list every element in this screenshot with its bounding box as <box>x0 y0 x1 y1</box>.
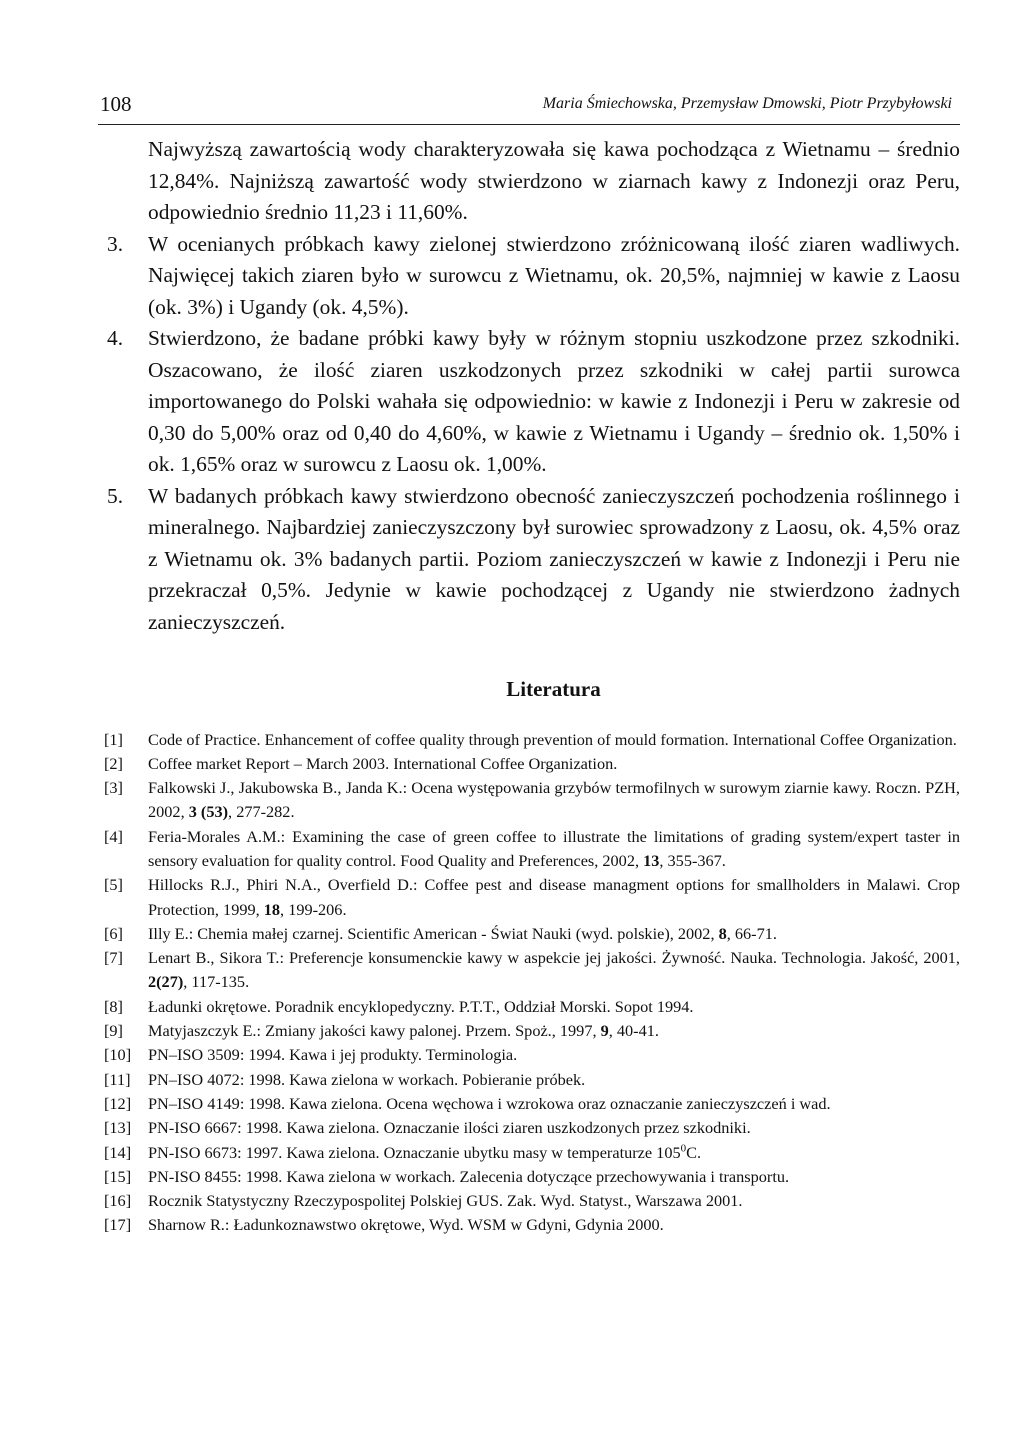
reference-item <box>104 1189 960 1213</box>
page-header <box>98 92 960 125</box>
reference-pages: , 117-135. <box>183 972 250 992</box>
reference-text-end: C. <box>686 1142 702 1162</box>
reference-text: Ładunki okrętowe. Poradnik encyklopedyczny. P.T.T., Oddział Morski. Sopot 1994. <box>148 996 694 1016</box>
reference-item <box>104 1141 960 1165</box>
item-number: 5. <box>107 483 124 508</box>
reference-text: Sharnow R.: Ładunkoznawstwo okrętowe, Wyd. WSM w Gdyni, Gdynia 2000. <box>148 1215 664 1235</box>
reference-text: PN-ISO 8455: 1998. Kawa zielona w workach. Zalecenia dotyczące przechowywania i transportu. <box>148 1166 790 1186</box>
reference-number: [4] <box>104 826 123 846</box>
reference-pages: , 277-282. <box>228 802 295 822</box>
reference-item <box>104 1213 960 1237</box>
reference-volume: 13 <box>643 850 660 870</box>
reference-text: Code of Practice. Enhancement of coffee quality through prevention of mould formation. International Coffee Organization. <box>148 729 957 749</box>
reference-number: [5] <box>104 875 123 895</box>
reference-number: [14] <box>104 1142 132 1162</box>
reference-item <box>104 922 960 946</box>
reference-volume: 18 <box>263 899 281 919</box>
reference-text: Falkowski J., Jakubowska B., Janda K.: Ocena występowania grzybów termofilnych w surowym ziarnie kawy. Roczn. PZH, 2002, <box>148 778 960 822</box>
reference-text: PN–ISO 3509: 1994. Kawa i jej produkty. Terminologia. <box>148 1045 518 1065</box>
reference-pages: , 66-71. <box>726 923 777 943</box>
reference-text: Illy E.: Chemia małej czarnej. Scientific American - Świat Nauki (wyd. polskie), 2002, <box>148 923 719 943</box>
reference-text: PN-ISO 6667: 1998. Kawa zielona. Oznaczanie ilości ziaren uszkodzonych przez szkodniki. <box>148 1118 751 1138</box>
reference-text: Lenart B., Sikora T.: Preferencje konsumenckie kawy w aspekcie jej jakości. Żywność. Nauka. Technologia. Jakość, 2001, <box>148 948 960 968</box>
reference-item <box>104 776 960 825</box>
item-number: 4. <box>107 326 124 350</box>
reference-volume: 8 <box>718 923 727 943</box>
reference-text: Coffee market Report – March 2003. International Coffee Organization. <box>148 753 618 773</box>
reference-number: [16] <box>104 1191 132 1211</box>
reference-item <box>104 995 960 1019</box>
reference-volume: 2(27) <box>148 972 184 992</box>
reference-number: [6] <box>104 923 123 943</box>
reference-number: [1] <box>104 729 123 749</box>
reference-number: [8] <box>104 996 123 1016</box>
reference-item <box>104 1165 960 1189</box>
reference-pages: , 199-206. <box>280 899 347 919</box>
reference-item <box>104 873 960 922</box>
reference-number: [13] <box>104 1118 132 1138</box>
reference-number: [17] <box>104 1215 132 1235</box>
reference-item <box>104 1043 960 1067</box>
item-text: W badanych próbkach kawy stwierdzono obecność zanieczyszczeń pochodzenia roślinnego i mineralnego. Najbardziej zanieczyszczony był surowiec sprowadzony z Laosu, ok. 4,5% oraz z Wietnamu ok. 3% badanych partii. Poziom zanieczyszczeń w kawie z Indonezji i Peru nie przekraczał 0,5%. Jedynie w kawie pochodzącej z Ugandy nie stwierdzono żadnych zanieczyszczeń. <box>148 483 960 634</box>
item-number: 3. <box>107 231 124 256</box>
conclusion-item <box>107 323 960 481</box>
reference-pages: , 40-41. <box>608 1021 659 1041</box>
reference-text: PN-ISO 6673: 1997. Kawa zielona. Oznaczanie ubytku masy w temperaturze 105 <box>148 1142 681 1162</box>
literature-heading: Literatura <box>506 677 601 701</box>
reference-number: [9] <box>104 1021 123 1041</box>
reference-number: [11] <box>104 1069 131 1089</box>
reference-text: Feria-Morales A.M.: Examining the case of green coffee to illustrate the limitations of grading system/expert taster in sensory evaluation for quality control. Food Quality and Preferences, 2002, <box>148 826 960 870</box>
reference-list <box>104 728 960 1238</box>
reference-number: [12] <box>104 1093 132 1113</box>
reference-pages: , 355-367. <box>659 850 726 870</box>
reference-number: [2] <box>104 753 123 773</box>
reference-volume: 9 <box>600 1021 609 1041</box>
conclusion-continuation: Najwyższą zawartością wody charakteryzowała się kawa pochodząca z Wietnamu – średnio 12,84%. Najniższą zawartość wody stwierdzono w ziarnach kawy z Indonezji oraz Peru, odpowiednio średnio 11,23 i 11,60%. <box>148 137 960 224</box>
reference-number: [7] <box>104 948 123 968</box>
conclusion-item <box>107 481 960 639</box>
reference-item <box>104 1068 960 1092</box>
reference-number: [15] <box>104 1166 132 1186</box>
reference-volume: 3 (53) <box>188 802 229 822</box>
reference-item <box>104 752 960 776</box>
superscript: 0 <box>680 1142 687 1155</box>
reference-number: [3] <box>104 778 123 798</box>
reference-item <box>104 728 960 752</box>
reference-text: Rocznik Statystyczny Rzeczypospolitej Polskiej GUS. Zak. Wyd. Statyst., Warszawa 2001. <box>148 1191 743 1211</box>
reference-item <box>104 1116 960 1140</box>
reference-item <box>104 946 960 995</box>
reference-text: Hillocks R.J., Phiri N.A., Overfield D.: Coffee pest and disease managment options for smallholders in Malawi. Crop Protection, 1999, <box>148 875 960 919</box>
reference-item <box>104 1019 960 1043</box>
article-body <box>104 134 960 1238</box>
reference-item <box>104 1092 960 1116</box>
reference-number: [10] <box>104 1045 132 1065</box>
item-text: W ocenianych próbkach kawy zielonej stwierdzono zróżnicowaną ilość ziaren wadliwych. Najwięcej takich ziaren było w surowcu z Wietnamu, ok. 20,5%, najmniej w kawie z Laosu (ok. 3%) i Ugandy (ok. 4,5%). <box>148 231 960 319</box>
reference-text: Matyjaszczyk E.: Zmiany jakości kawy palonej. Przem. Spoż., 1997, <box>148 1021 601 1041</box>
running-head: Maria Śmiechowska, Przemysław Dmowski, Piotr Przybyłowski <box>542 95 952 112</box>
item-text: Stwierdzono, że badane próbki kawy były w różnym stopniu uszkodzone przez szkodniki. Oszacowano, że ilość ziaren uszkodzonych przez szkodniki w całej partii surowca importowanego do Polski wahała się odpowiednio: w kawie z Indonezji i Peru w zakresie od 0,30 do 5,00% oraz od 0,40 do 4,60%, w kawie z Wietnamu i Ugandy – średnio ok. 1,50% i ok. 1,65% oraz w surowcu z Laosu ok. 1,00%. <box>148 326 960 476</box>
reference-item <box>104 825 960 874</box>
page-number: 108 <box>100 92 132 116</box>
reference-text: PN–ISO 4149: 1998. Kawa zielona. Ocena węchowa i wzrokowa oraz oznaczanie zanieczyszczeń i wad. <box>148 1093 831 1113</box>
conclusion-item <box>107 229 960 324</box>
reference-text: PN–ISO 4072: 1998. Kawa zielona w workach. Pobieranie próbek. <box>148 1069 586 1089</box>
